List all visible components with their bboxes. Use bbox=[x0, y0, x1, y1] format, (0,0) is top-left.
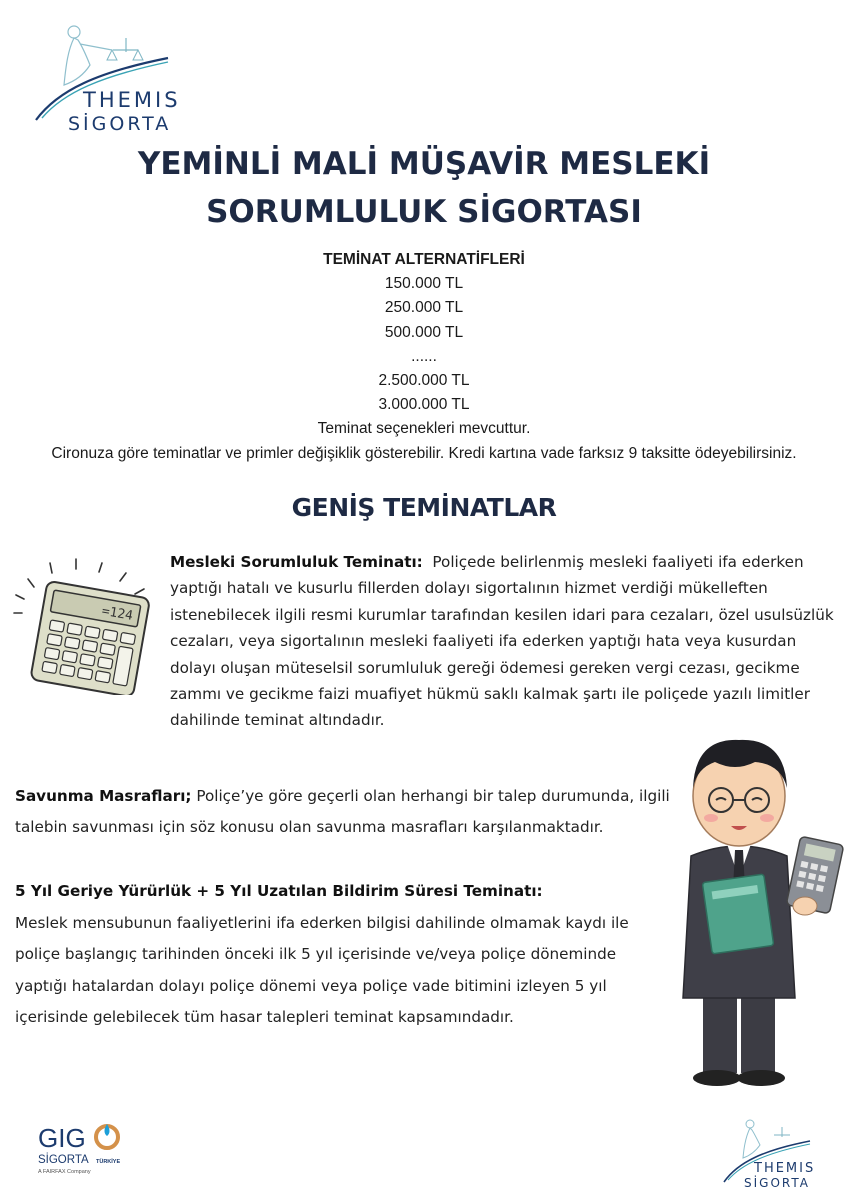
section-title: GENİŞ TEMİNATLAR bbox=[291, 493, 557, 522]
gig-logo-icon bbox=[38, 1120, 128, 1190]
businessman-icon bbox=[655, 728, 845, 1088]
gig-tagline: A FAIRFAX Company bbox=[38, 1169, 91, 1175]
coverage-amount: 500.000 TL bbox=[384, 323, 464, 341]
coverage-alternatives bbox=[0, 248, 848, 466]
footer-logo-word-sigorta: SİGORTA bbox=[744, 1176, 810, 1190]
lady-justice-icon bbox=[718, 1110, 828, 1192]
coverage-amount: 150.000 TL bbox=[384, 275, 464, 293]
defense-costs-label: Savunma Masrafları; bbox=[15, 787, 192, 805]
coverage-amount: 3.000.000 TL bbox=[378, 396, 470, 414]
lady-justice-icon bbox=[28, 10, 203, 135]
themis-logo bbox=[28, 10, 203, 135]
accountant-illustration bbox=[655, 728, 845, 1088]
professional-liability-text: Poliçede belirlenmiş mesleki faaliyeti ifa ederken yaptığı hatalı ve kusurlu fillerden dolayı sigortalının hizmet verdiği mükelleften istenebilecek ilgili resmi kurumlar tarafından kesilen idari para cezaları, özel usulsüzlük cezaları, veya sigortalının mesleki faaliyeti ifa ederken yaptığı hata veya kusurdan dolayı oluşan müteselsil sorumluluk gereği ödemesi gereken vergi cezası, gecikme zammı ve gecikme faizi muafiyet hükmü saklı kalmak şartı ile poliçede yazılı limitler dahilinde teminat altındadır. bbox=[170, 553, 834, 730]
defense-costs-paragraph bbox=[15, 781, 675, 843]
defense-costs-text: Poliçe’ye göre geçerli olan herhangi bir talep durumunda, ilgili talebin savunması için söz konusu olan savunma masrafları karşılanmaktadır. bbox=[15, 787, 670, 836]
logo-word-themis: THEMIS bbox=[83, 88, 181, 112]
retroactive-coverage-paragraph bbox=[15, 876, 655, 1034]
retroactive-coverage-label: 5 Yıl Geriye Yürürlük + 5 Yıl Uzatılan Bildirim Süresi Teminatı: bbox=[15, 882, 543, 900]
professional-liability-paragraph bbox=[170, 549, 842, 734]
calculator-illustration bbox=[10, 555, 160, 695]
retroactive-coverage-text: Meslek mensubunun faaliyetlerini ifa ederken bilgisi dahilinde olmamak kaydı ile poliçe başlangıç tarihinden önceki ilk 5 yıl içerisinde ve/veya poliçe döneminde yaptığı hatalardan dolayı poliçe dönemi veya poliçe vade bitimini izleyen 5 yıl içerisinde gelebilecek tüm hasar talepleri teminat kapsamındadır. bbox=[15, 913, 629, 1026]
title-line-1: YEMİNLİ MALİ MÜŞAVİR MESLEKİ bbox=[137, 146, 711, 182]
gig-country: TÜRKİYE bbox=[96, 1159, 121, 1165]
gig-name: GIG bbox=[38, 1123, 86, 1153]
footer-logo-word-themis: THEMIS bbox=[754, 1161, 816, 1176]
page-title bbox=[0, 140, 848, 236]
calculator-icon bbox=[10, 555, 160, 695]
coverage-ellipsis: ...... bbox=[411, 347, 437, 365]
professional-liability-label: Mesleki Sorumluluk Teminatı: bbox=[170, 553, 423, 571]
title-line-2: SORUMLULUK SİGORTASI bbox=[206, 194, 642, 230]
coverage-amount: 2.500.000 TL bbox=[378, 372, 470, 390]
coverage-options-note: Teminat seçenekleri mevcuttur. bbox=[317, 420, 531, 438]
gig-sub: SİGORTA bbox=[38, 1154, 89, 1166]
coverage-payment-note: Cironuza göre teminatlar ve primler değişiklik gösterebilir. Kredi kartına vade farksız 9 taksitte ödeyebilirsiniz. bbox=[51, 444, 797, 462]
calculator-display: =124 bbox=[100, 603, 135, 624]
coverage-heading: TEMİNAT ALTERNATİFLERİ bbox=[323, 251, 525, 268]
coverage-amount: 250.000 TL bbox=[384, 299, 464, 317]
logo-word-sigorta: SİGORTA bbox=[68, 113, 172, 135]
themis-logo-footer bbox=[718, 1110, 828, 1192]
gig-sigorta-logo bbox=[38, 1120, 128, 1190]
